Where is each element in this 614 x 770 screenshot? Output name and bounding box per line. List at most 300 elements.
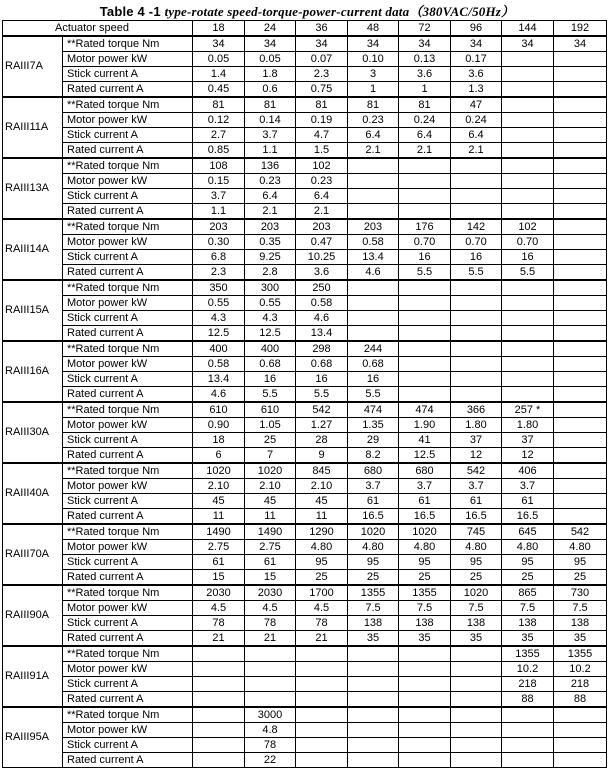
value-cell: 203 — [193, 219, 245, 235]
value-cell: 95 — [451, 555, 502, 570]
value-cell: 81 — [245, 97, 296, 113]
value-cell: 0.47 — [296, 235, 348, 250]
value-cell — [451, 646, 502, 662]
value-cell — [399, 646, 451, 662]
value-cell: 176 — [399, 219, 451, 235]
table-row — [3, 296, 607, 311]
value-cell: 2.1 — [399, 143, 451, 159]
value-cell — [245, 646, 296, 662]
value-cell: 88 — [554, 692, 607, 708]
value-cell: 0.68 — [348, 357, 399, 372]
value-cell: 0.70 — [502, 235, 554, 250]
value-cell: 5.5 — [399, 265, 451, 281]
value-cell — [554, 128, 607, 143]
table-row — [3, 646, 607, 662]
value-cell: 0.17 — [451, 52, 502, 67]
parameter-label-cell: Rated current A — [63, 631, 193, 647]
speed-header-cell: 36 — [296, 21, 348, 37]
table-row — [3, 540, 607, 555]
value-cell: 2.10 — [296, 479, 348, 494]
speed-header-cell: 96 — [451, 21, 502, 37]
parameter-label-cell: Motor power kW — [63, 723, 193, 738]
parameter-label-cell: **Rated torque Nm — [63, 36, 193, 52]
value-cell: 4.80 — [348, 540, 399, 555]
table-row — [3, 143, 607, 159]
value-cell: 1355 — [348, 585, 399, 601]
value-cell: 2.1 — [245, 204, 296, 220]
value-cell — [554, 52, 607, 67]
value-cell — [554, 707, 607, 723]
value-cell: 16 — [502, 250, 554, 265]
value-cell: 11 — [296, 509, 348, 525]
value-cell — [399, 387, 451, 403]
value-cell: 5.5 — [502, 265, 554, 281]
parameter-label-cell: Motor power kW — [63, 662, 193, 677]
parameter-label-cell: Stick current A — [63, 67, 193, 82]
value-cell: 1020 — [399, 524, 451, 540]
value-cell — [554, 738, 607, 753]
value-cell: 300 — [245, 280, 296, 296]
value-cell — [554, 494, 607, 509]
value-cell — [348, 326, 399, 342]
value-cell — [554, 204, 607, 220]
table-row — [3, 265, 607, 281]
value-cell — [451, 174, 502, 189]
value-cell: 1.35 — [348, 418, 399, 433]
value-cell: 3.7 — [502, 479, 554, 494]
value-cell — [296, 662, 348, 677]
value-cell — [554, 113, 607, 128]
header-row — [3, 21, 607, 37]
table-row — [3, 524, 607, 540]
value-cell: 203 — [348, 219, 399, 235]
value-cell: 1.90 — [399, 418, 451, 433]
value-cell: 25 — [296, 570, 348, 586]
table-row — [3, 372, 607, 387]
model-name-cell: RAIII16A — [3, 341, 63, 402]
value-cell: 78 — [245, 738, 296, 753]
value-cell: 25 — [451, 570, 502, 586]
value-cell: 5.5 — [296, 387, 348, 403]
value-cell: 1.05 — [245, 418, 296, 433]
value-cell — [502, 143, 554, 159]
value-cell — [451, 280, 502, 296]
table-row — [3, 189, 607, 204]
value-cell: 2.10 — [193, 479, 245, 494]
value-cell — [554, 402, 607, 418]
model-name-cell: RAIII91A — [3, 646, 63, 707]
value-cell: 7.5 — [399, 601, 451, 616]
value-cell: 0.24 — [451, 113, 502, 128]
value-cell: 4.7 — [296, 128, 348, 143]
value-cell — [554, 418, 607, 433]
actuator-speed-label: Actuator speed — [3, 21, 193, 37]
parameter-label-cell: Rated current A — [63, 509, 193, 525]
value-cell — [451, 341, 502, 357]
value-cell: 244 — [348, 341, 399, 357]
value-cell: 4.6 — [348, 265, 399, 281]
value-cell: 542 — [451, 463, 502, 479]
parameter-label-cell: Stick current A — [63, 128, 193, 143]
speed-header-cell: 144 — [502, 21, 554, 37]
value-cell: 1.1 — [245, 143, 296, 159]
value-cell: 78 — [296, 616, 348, 631]
speed-header-cell: 48 — [348, 21, 399, 37]
value-cell — [502, 311, 554, 326]
value-cell: 4.80 — [502, 540, 554, 555]
value-cell: 35 — [451, 631, 502, 647]
value-cell — [554, 357, 607, 372]
value-cell: 25 — [245, 433, 296, 448]
value-cell — [502, 387, 554, 403]
value-cell — [451, 189, 502, 204]
model-name-cell: RAIII7A — [3, 36, 63, 97]
value-cell: 2.3 — [296, 67, 348, 82]
value-cell: 7.5 — [348, 601, 399, 616]
value-cell: 2.75 — [193, 540, 245, 555]
value-cell: 1.80 — [502, 418, 554, 433]
value-cell — [348, 311, 399, 326]
table-row — [3, 357, 607, 372]
value-cell: 78 — [193, 616, 245, 631]
table-row — [3, 463, 607, 479]
value-cell — [399, 753, 451, 768]
value-cell — [554, 723, 607, 738]
parameter-label-cell: Stick current A — [63, 738, 193, 753]
value-cell: 0.68 — [296, 357, 348, 372]
value-cell: 610 — [245, 402, 296, 418]
value-cell: 6.4 — [399, 128, 451, 143]
value-cell — [451, 204, 502, 220]
value-cell: 15 — [245, 570, 296, 586]
value-cell: 2.1 — [296, 204, 348, 220]
value-cell — [554, 509, 607, 525]
value-cell: 4.3 — [245, 311, 296, 326]
value-cell: 95 — [554, 555, 607, 570]
value-cell: 21 — [245, 631, 296, 647]
value-cell: 218 — [502, 677, 554, 692]
parameter-label-cell: Rated current A — [63, 204, 193, 220]
value-cell: 1490 — [193, 524, 245, 540]
value-cell: 136 — [245, 158, 296, 174]
value-cell — [348, 677, 399, 692]
value-cell: 25 — [502, 570, 554, 586]
value-cell: 1 — [399, 82, 451, 98]
table-row — [3, 387, 607, 403]
value-cell: 1290 — [296, 524, 348, 540]
value-cell: 16.5 — [451, 509, 502, 525]
value-cell: 0.15 — [193, 174, 245, 189]
value-cell: 1700 — [296, 585, 348, 601]
value-cell — [554, 235, 607, 250]
table-row — [3, 113, 607, 128]
value-cell: 12 — [502, 448, 554, 464]
value-cell: 35 — [554, 631, 607, 647]
value-cell: 0.58 — [296, 296, 348, 311]
value-cell: 2030 — [193, 585, 245, 601]
value-cell: 34 — [245, 36, 296, 52]
parameter-label-cell: Motor power kW — [63, 418, 193, 433]
parameter-label-cell: Stick current A — [63, 372, 193, 387]
value-cell: 10.2 — [554, 662, 607, 677]
value-cell — [502, 189, 554, 204]
value-cell — [348, 723, 399, 738]
model-name-cell: RAIII70A — [3, 524, 63, 585]
value-cell: 34 — [502, 36, 554, 52]
table-row — [3, 433, 607, 448]
value-cell — [502, 82, 554, 98]
value-cell: 41 — [399, 433, 451, 448]
value-cell: 16 — [296, 372, 348, 387]
value-cell: 745 — [451, 524, 502, 540]
value-cell: 16.5 — [399, 509, 451, 525]
value-cell — [502, 707, 554, 723]
value-cell: 12.5 — [245, 326, 296, 342]
value-cell: 61 — [451, 494, 502, 509]
value-cell: 16 — [451, 250, 502, 265]
actuator-data-table — [2, 20, 607, 768]
value-cell — [502, 67, 554, 82]
value-cell: 3.6 — [296, 265, 348, 281]
parameter-label-cell: Motor power kW — [63, 479, 193, 494]
table-row — [3, 616, 607, 631]
value-cell: 0.23 — [245, 174, 296, 189]
value-cell: 34 — [399, 36, 451, 52]
value-cell: 4.80 — [554, 540, 607, 555]
value-cell — [348, 646, 399, 662]
value-cell: 3.6 — [399, 67, 451, 82]
value-cell: 13.4 — [296, 326, 348, 342]
value-cell — [502, 113, 554, 128]
value-cell — [348, 280, 399, 296]
value-cell: 257 * — [502, 402, 554, 418]
value-cell: 35 — [348, 631, 399, 647]
value-cell: 218 — [554, 677, 607, 692]
value-cell: 0.14 — [245, 113, 296, 128]
value-cell — [348, 738, 399, 753]
value-cell — [502, 204, 554, 220]
parameter-label-cell: Rated current A — [63, 82, 193, 98]
value-cell — [554, 67, 607, 82]
value-cell — [451, 326, 502, 342]
value-cell — [554, 463, 607, 479]
value-cell: 0.23 — [348, 113, 399, 128]
parameter-label-cell: **Rated torque Nm — [63, 97, 193, 113]
value-cell: 13.4 — [193, 372, 245, 387]
value-cell — [554, 189, 607, 204]
parameter-label-cell: Rated current A — [63, 570, 193, 586]
value-cell: 81 — [399, 97, 451, 113]
value-cell: 29 — [348, 433, 399, 448]
value-cell — [296, 723, 348, 738]
value-cell: 34 — [348, 36, 399, 52]
value-cell — [451, 753, 502, 768]
value-cell: 12.5 — [399, 448, 451, 464]
value-cell — [245, 677, 296, 692]
value-cell: 2.10 — [245, 479, 296, 494]
value-cell: 680 — [399, 463, 451, 479]
value-cell — [348, 204, 399, 220]
value-cell — [193, 646, 245, 662]
value-cell — [502, 52, 554, 67]
value-cell — [399, 723, 451, 738]
parameter-label-cell: **Rated torque Nm — [63, 402, 193, 418]
value-cell: 6.4 — [451, 128, 502, 143]
value-cell: 12.5 — [193, 326, 245, 342]
value-cell: 0.05 — [245, 52, 296, 67]
value-cell: 0.90 — [193, 418, 245, 433]
value-cell — [451, 296, 502, 311]
value-cell: 1020 — [348, 524, 399, 540]
value-cell: 400 — [193, 341, 245, 357]
value-cell: 5.5 — [245, 387, 296, 403]
value-cell — [193, 707, 245, 723]
value-cell: 4.80 — [451, 540, 502, 555]
value-cell — [399, 738, 451, 753]
value-cell — [193, 692, 245, 708]
parameter-label-cell: Motor power kW — [63, 235, 193, 250]
parameter-label-cell: **Rated torque Nm — [63, 463, 193, 479]
value-cell: 95 — [348, 555, 399, 570]
value-cell — [348, 174, 399, 189]
value-cell: 16 — [399, 250, 451, 265]
parameter-label-cell: Motor power kW — [63, 296, 193, 311]
model-name-cell: RAIII14A — [3, 219, 63, 280]
value-cell: 3.6 — [451, 67, 502, 82]
value-cell: 1355 — [399, 585, 451, 601]
value-cell — [348, 296, 399, 311]
value-cell: 102 — [296, 158, 348, 174]
value-cell: 3.7 — [399, 479, 451, 494]
value-cell: 7.5 — [451, 601, 502, 616]
value-cell: 4.80 — [399, 540, 451, 555]
table-row — [3, 311, 607, 326]
speed-header-cell: 192 — [554, 21, 607, 37]
table-row — [3, 753, 607, 768]
value-cell: 4.5 — [245, 601, 296, 616]
table-title — [0, 1, 614, 20]
value-cell: 6.4 — [245, 189, 296, 204]
value-cell — [399, 189, 451, 204]
value-cell — [296, 753, 348, 768]
table-number: Table 4 -1 — [99, 4, 161, 19]
table-row — [3, 250, 607, 265]
table-row — [3, 174, 607, 189]
value-cell: 865 — [502, 585, 554, 601]
table-row — [3, 36, 607, 52]
value-cell — [554, 219, 607, 235]
value-cell — [554, 280, 607, 296]
value-cell: 61 — [193, 555, 245, 570]
value-cell — [399, 372, 451, 387]
table-row — [3, 97, 607, 113]
value-cell: 0.07 — [296, 52, 348, 67]
table-row — [3, 204, 607, 220]
parameter-label-cell: Stick current A — [63, 494, 193, 509]
value-cell: 10.25 — [296, 250, 348, 265]
value-cell: 203 — [296, 219, 348, 235]
value-cell — [502, 357, 554, 372]
parameter-label-cell: Rated current A — [63, 387, 193, 403]
value-cell: 25 — [554, 570, 607, 586]
parameter-label-cell: Stick current A — [63, 555, 193, 570]
value-cell: 138 — [451, 616, 502, 631]
value-cell: 1020 — [451, 585, 502, 601]
value-cell: 138 — [502, 616, 554, 631]
value-cell — [451, 158, 502, 174]
value-cell: 95 — [399, 555, 451, 570]
value-cell: 138 — [348, 616, 399, 631]
parameter-label-cell: **Rated torque Nm — [63, 646, 193, 662]
value-cell: 474 — [348, 402, 399, 418]
value-cell — [245, 662, 296, 677]
value-cell: 1.1 — [193, 204, 245, 220]
value-cell — [399, 662, 451, 677]
value-cell: 0.6 — [245, 82, 296, 98]
value-cell: 3.7 — [451, 479, 502, 494]
value-cell: 11 — [193, 509, 245, 525]
value-cell: 0.68 — [245, 357, 296, 372]
value-cell: 22 — [245, 753, 296, 768]
value-cell: 95 — [296, 555, 348, 570]
value-cell: 0.85 — [193, 143, 245, 159]
table-row — [3, 219, 607, 235]
value-cell — [399, 707, 451, 723]
value-cell: 34 — [451, 36, 502, 52]
value-cell: 4.6 — [193, 387, 245, 403]
value-cell — [502, 128, 554, 143]
value-cell: 7 — [245, 448, 296, 464]
speed-header-cell: 72 — [399, 21, 451, 37]
value-cell: 1.3 — [451, 82, 502, 98]
value-cell — [296, 677, 348, 692]
value-cell: 203 — [245, 219, 296, 235]
value-cell: 81 — [348, 97, 399, 113]
value-cell: 21 — [296, 631, 348, 647]
value-cell — [502, 296, 554, 311]
value-cell — [193, 677, 245, 692]
value-cell — [399, 280, 451, 296]
value-cell: 542 — [554, 524, 607, 540]
table-row — [3, 158, 607, 174]
model-name-cell: RAIII13A — [3, 158, 63, 219]
value-cell — [554, 174, 607, 189]
value-cell: 1020 — [245, 463, 296, 479]
value-cell: 730 — [554, 585, 607, 601]
value-cell: 1 — [348, 82, 399, 98]
value-cell — [554, 97, 607, 113]
value-cell: 3 — [348, 67, 399, 82]
table-row — [3, 692, 607, 708]
value-cell: 0.55 — [245, 296, 296, 311]
value-cell: 16 — [348, 372, 399, 387]
value-cell: 9.25 — [245, 250, 296, 265]
value-cell — [399, 158, 451, 174]
parameter-label-cell: Rated current A — [63, 448, 193, 464]
value-cell: 0.19 — [296, 113, 348, 128]
model-name-cell: RAIII95A — [3, 707, 63, 768]
value-cell: 0.35 — [245, 235, 296, 250]
model-name-cell: RAIII30A — [3, 402, 63, 463]
model-name-cell: RAIII90A — [3, 585, 63, 646]
table-row — [3, 494, 607, 509]
value-cell: 2.1 — [451, 143, 502, 159]
value-cell: 10.2 — [502, 662, 554, 677]
value-cell — [348, 707, 399, 723]
table-row — [3, 509, 607, 525]
parameter-label-cell: Stick current A — [63, 616, 193, 631]
value-cell: 18 — [193, 433, 245, 448]
